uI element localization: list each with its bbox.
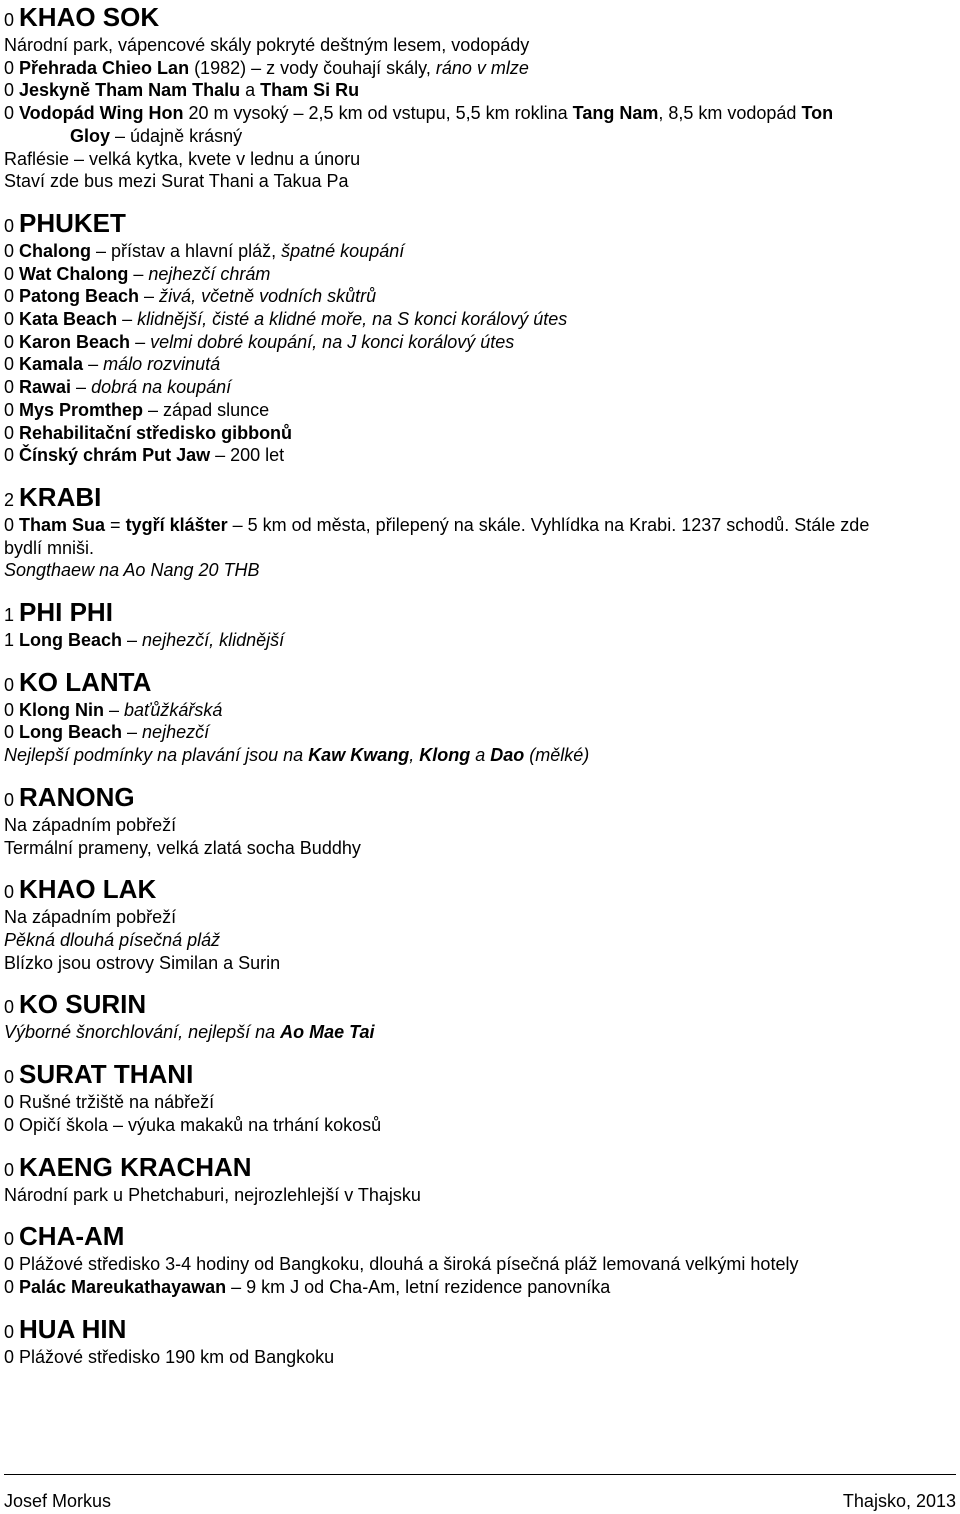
section-number: 0 [4, 1159, 15, 1180]
text-segment: – [122, 630, 143, 651]
text-segment: – údajně krásný [110, 125, 243, 146]
text-segment: – [122, 722, 143, 743]
text-segment: Termální prameny, velká zlatá socha Buddhy [4, 837, 361, 858]
text-segment: 0 [4, 377, 20, 398]
text-segment: 1 [4, 630, 20, 651]
text-segment: nejhezčí chrám [148, 263, 271, 284]
section-number: 0 [4, 1229, 15, 1250]
section [4, 665, 956, 780]
text-line [4, 1253, 956, 1276]
text-segment: – [117, 309, 138, 330]
section-heading [4, 665, 956, 699]
text-segment: Čínský chrám Put Jaw [19, 445, 211, 466]
text-segment: Raflésie – velká kytka, kvete v lednu a únoru [4, 148, 361, 169]
text-segment: – západ slunce [143, 399, 270, 420]
text-segment: bydlí mniši. [4, 537, 95, 558]
text-segment: 0 [4, 286, 20, 307]
text-line [4, 906, 956, 929]
section [4, 872, 956, 987]
text-segment: 0 [4, 103, 20, 124]
text-segment: (1982) – z vody čouhají skály, [189, 57, 436, 78]
text-segment: špatné koupání [281, 240, 405, 261]
text-line [4, 308, 956, 331]
text-line [4, 514, 956, 537]
text-segment: 0 [4, 399, 20, 420]
text-segment: Dao [490, 745, 525, 766]
text-segment: Palác Mareukathayawan [19, 1276, 227, 1297]
text-segment: Wat Chalong [19, 263, 129, 284]
text-segment: Jeskyně Tham Nam Thalu [19, 80, 241, 101]
text-segment: 0 [4, 722, 20, 743]
section-title: PHUKET [19, 207, 126, 238]
section-heading [4, 0, 956, 34]
text-line [4, 170, 956, 193]
text-line [4, 559, 956, 582]
text-segment: – [83, 354, 104, 375]
text-segment: – 5 km od města, přilepený na skále. Vyhlídka na Krabi. 1237 schodů. Stále zde [227, 514, 870, 535]
text-segment: Gloy [70, 125, 111, 146]
section-heading [4, 872, 956, 906]
text-line [4, 102, 956, 125]
text-line [4, 399, 956, 422]
text-segment: – přístav a hlavní pláž, [91, 240, 282, 261]
text-line [4, 699, 956, 722]
text-segment: Ao Mae Tai [280, 1022, 375, 1043]
text-segment: Mys Promthep [19, 399, 144, 420]
text-segment: (mělké) [524, 745, 590, 766]
text-segment: – [130, 331, 151, 352]
text-segment: – [71, 377, 92, 398]
text-line [4, 721, 956, 744]
section-title: CHA-AM [19, 1221, 125, 1252]
text-line [4, 1346, 956, 1369]
section-heading [4, 1150, 956, 1184]
text-line [4, 34, 956, 57]
section-heading [4, 595, 956, 629]
text-segment: ráno v mlze [435, 57, 529, 78]
text-segment: Kamala [19, 354, 84, 375]
section-heading [4, 1057, 956, 1091]
text-segment: Long Beach [19, 630, 123, 651]
text-segment: = [105, 514, 126, 535]
text-line [4, 1091, 956, 1114]
section [4, 1057, 956, 1149]
text-segment: dobrá na koupání [91, 377, 232, 398]
text-segment: klidnější, čisté a klidné moře, na S konci korálový útes [137, 309, 568, 330]
section-heading [4, 1219, 956, 1253]
text-segment: Na západním pobřeží [4, 907, 177, 928]
text-line [4, 1276, 956, 1299]
text-line [4, 331, 956, 354]
section-number: 0 [4, 674, 15, 695]
text-segment: 0 [4, 422, 20, 443]
text-segment: Klong [419, 745, 471, 766]
text-segment: Long Beach [19, 722, 123, 743]
text-segment: , [409, 745, 420, 766]
text-line [4, 240, 956, 263]
text-segment: živá, včetně vodních skůtrů [159, 286, 377, 307]
text-line [4, 285, 956, 308]
text-segment: , 8,5 km vodopád [658, 103, 802, 124]
text-segment: Ton [801, 103, 834, 124]
text-segment: – 200 let [210, 445, 285, 466]
section-title: KRABI [19, 481, 102, 512]
section [4, 206, 956, 480]
text-line [4, 537, 956, 560]
text-segment: tygří klášter [125, 514, 228, 535]
text-segment: 0 [4, 699, 20, 720]
text-segment: 0 [4, 240, 20, 261]
text-segment: 0 Rušné tržiště na nábřeží [4, 1092, 215, 1113]
section-number: 0 [4, 215, 15, 236]
section-title: RANONG [19, 781, 135, 812]
text-line [4, 376, 956, 399]
text-segment: 0 [4, 80, 20, 101]
section-heading [4, 206, 956, 240]
section-heading [4, 780, 956, 814]
text-line [4, 125, 956, 148]
text-segment: Chalong [19, 240, 92, 261]
text-segment: 0 [4, 57, 20, 78]
text-line [4, 629, 956, 652]
text-segment: Národní park, vápencové skály pokryté deštným lesem, vodopády [4, 35, 530, 55]
section [4, 780, 956, 872]
section-number: 0 [4, 882, 15, 903]
text-segment: Výborné šnorchlování, nejlepší na [4, 1022, 281, 1043]
section-heading [4, 1312, 956, 1346]
section-title: KO LANTA [19, 666, 152, 697]
text-segment: Národní park u Phetchaburi, nejrozlehlejší v Thajsku [4, 1184, 421, 1205]
section [4, 480, 956, 595]
section [4, 1150, 956, 1220]
text-segment: Kaw Kwang [308, 745, 410, 766]
text-segment: Přehrada Chieo Lan [19, 57, 190, 78]
text-segment: a [470, 745, 491, 766]
text-line [4, 263, 956, 286]
text-segment: Karon Beach [19, 331, 131, 352]
text-segment: a [240, 80, 261, 101]
section [4, 987, 956, 1057]
text-segment: 0 [4, 331, 20, 352]
text-segment: Staví zde bus mezi Surat Thani a Takua Pa [4, 171, 349, 192]
text-line [4, 422, 956, 445]
text-segment: Nejlepší podmínky na plavání jsou na [4, 745, 309, 766]
text-line [4, 814, 956, 837]
section-title: KHAO LAK [19, 874, 157, 905]
text-line [4, 57, 956, 80]
text-segment: Kata Beach [19, 309, 118, 330]
section-number: 2 [4, 489, 15, 510]
text-line [4, 952, 956, 975]
text-segment: 0 Plážové středisko 3-4 hodiny od Bangkoku, dlouhá a široká písečná pláž lemovaná velkými hotely [4, 1254, 799, 1275]
text-segment: Pěkná dlouhá písečná pláž [4, 929, 221, 950]
text-segment: Klong Nin [19, 699, 104, 720]
section-title: HUA HIN [19, 1313, 127, 1344]
section-number: 0 [4, 1321, 15, 1342]
text-segment: Rawai [19, 377, 72, 398]
section-heading [4, 480, 956, 514]
text-line [4, 148, 956, 171]
text-segment: Rehabilitační středisko gibbonů [19, 422, 293, 443]
text-segment: – [139, 286, 160, 307]
text-line [4, 744, 956, 767]
section-title: KHAO SOK [19, 2, 160, 32]
text-segment: Tham Sua [19, 514, 106, 535]
text-segment: málo rozvinutá [103, 354, 221, 375]
text-segment: Vodopád Wing Hon [19, 103, 184, 124]
text-segment: 0 [4, 263, 20, 284]
page-footer [4, 1474, 956, 1512]
text-segment: baťůžkářská [124, 699, 223, 720]
text-line [4, 353, 956, 376]
text-segment: Na západním pobřeží [4, 814, 177, 835]
text-segment: 0 [4, 1276, 20, 1297]
text-segment: 0 Opičí škola – výuka makaků na trhání kokosů [4, 1114, 382, 1135]
text-segment: Tham Si Ru [260, 80, 360, 101]
text-line [4, 444, 956, 467]
section-number: 1 [4, 605, 15, 626]
section-title: PHI PHI [19, 597, 113, 628]
section [4, 0, 956, 206]
section-number: 0 [4, 997, 15, 1018]
text-segment: Songthaew na Ao Nang 20 THB [4, 560, 260, 581]
text-segment: nejhezčí, klidnější [142, 630, 285, 651]
document-body [4, 0, 956, 1368]
text-segment: 20 m vysoký – 2,5 km od vstupu, 5,5 km roklina [183, 103, 573, 124]
text-segment: Patong Beach [19, 286, 140, 307]
text-line [4, 1021, 956, 1044]
text-segment: 0 [4, 514, 20, 535]
text-segment: nejhezčí [142, 722, 210, 743]
text-line [4, 1184, 956, 1207]
text-segment: 0 [4, 445, 20, 466]
text-segment: 0 [4, 309, 20, 330]
section-number: 0 [4, 10, 15, 30]
text-segment: – [104, 699, 125, 720]
text-segment: Blízko jsou ostrovy Similan a Surin [4, 952, 281, 973]
text-segment: 0 Plážové středisko 190 km od Bangkoku [4, 1346, 335, 1367]
text-line [4, 1114, 956, 1137]
section-heading [4, 987, 956, 1021]
section-number: 0 [4, 789, 15, 810]
section [4, 1312, 956, 1369]
footer-author: Josef Morkus [4, 1491, 112, 1511]
text-segment: 0 [4, 354, 20, 375]
section-number: 0 [4, 1067, 15, 1088]
section-title: SURAT THANI [19, 1059, 194, 1090]
text-segment: – [128, 263, 149, 284]
section-title: KAENG KRACHAN [19, 1151, 252, 1182]
text-line [4, 837, 956, 860]
section-title: KO SURIN [19, 989, 147, 1020]
text-segment: – 9 km J od Cha-Am, letní rezidence panovníka [226, 1276, 611, 1297]
footer-place-year: Thajsko, 2013 [842, 1491, 956, 1511]
text-segment: velmi dobré koupání, na J konci korálový útes [150, 331, 515, 352]
text-line [4, 79, 956, 102]
section [4, 1219, 956, 1311]
section [4, 595, 956, 665]
text-segment: Tang Nam [572, 103, 659, 124]
text-line [4, 929, 956, 952]
